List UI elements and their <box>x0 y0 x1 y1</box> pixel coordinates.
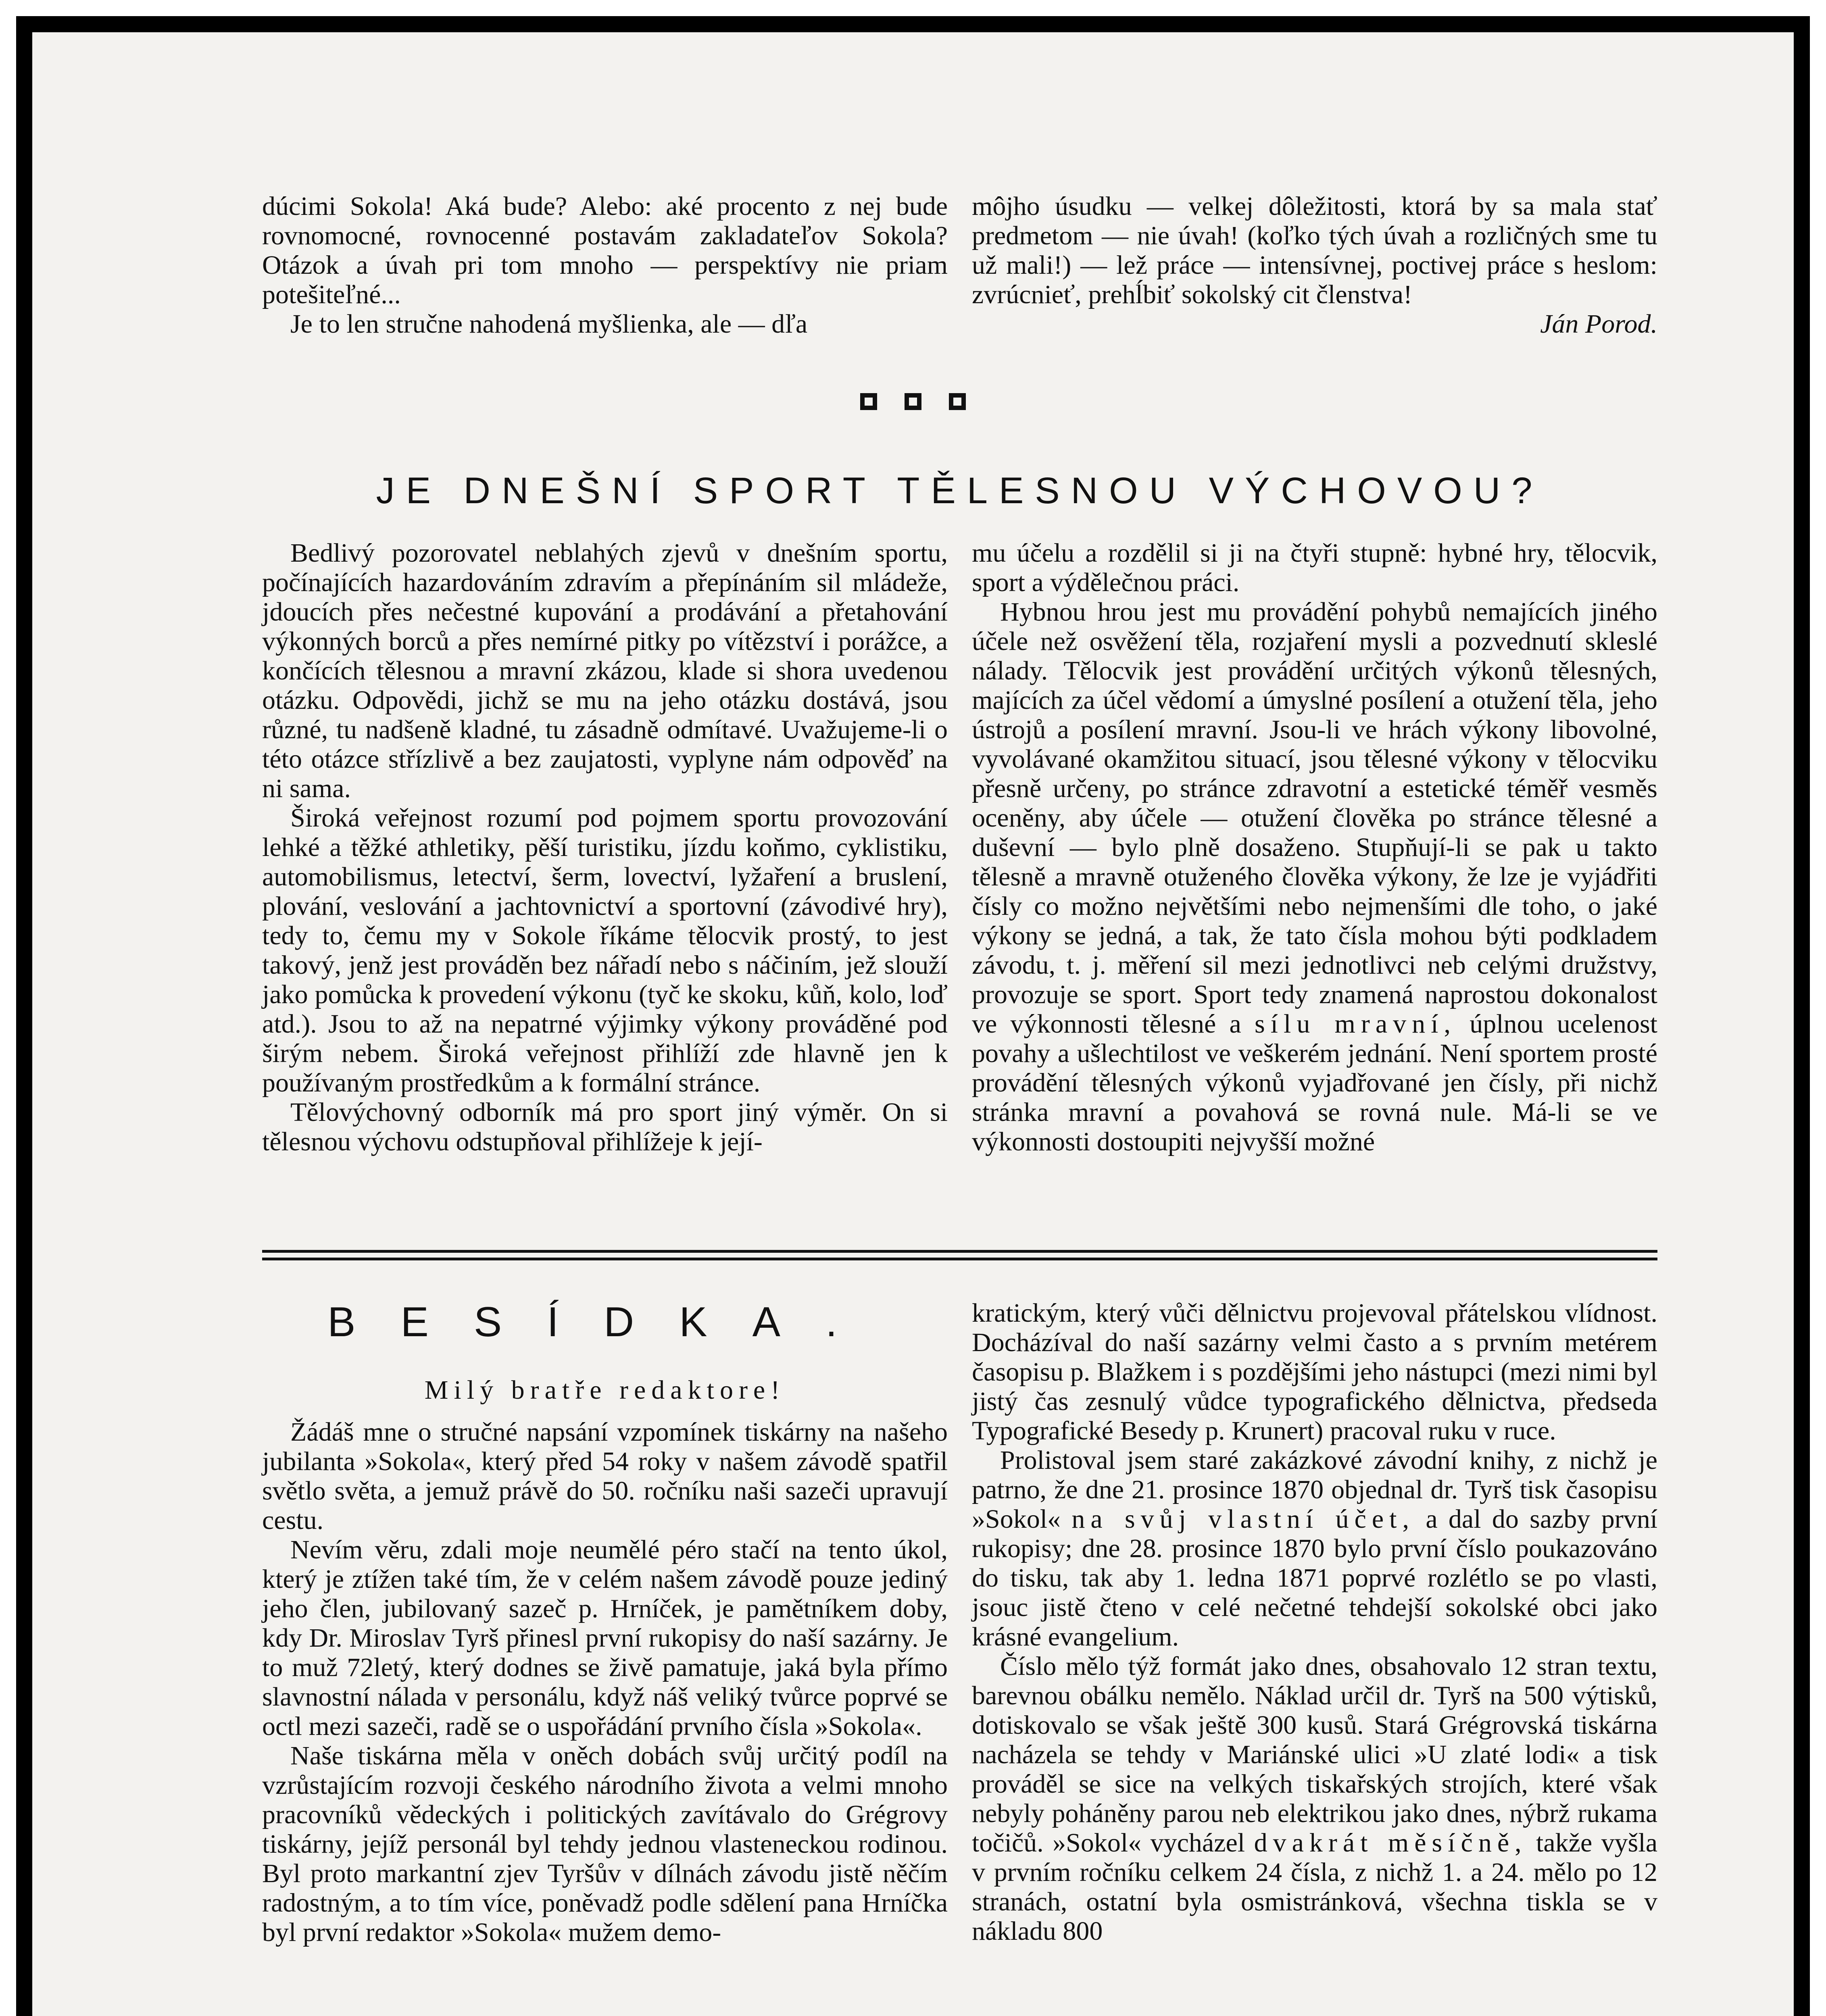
sport-paragraph: mu účelu a rozdělil si ji na čtyři stupně: hybné hry, tělocvik, sport a výdělečnou práci. <box>972 538 1657 597</box>
besidka-paragraph: Naše tiskárna měla v oněch dobách svůj určitý podíl na vzrůstajícím rozvoji českého národního života a velmi mnoho pracovníků vědeckých i politických zavítávalo do Grégrovy tiskárny, jejíž personál byl tehdy jednou vlasteneckou rodinou. Byl proto markantní zjev Tyršův v dílnách závodu jistě něčím radostným, a to tím více, poněvadž podle sdělení pana Hrníčka byl první redaktor »Sokola« mužem demo- <box>262 1741 948 1947</box>
besidka-text: takže vyšla v prvním ročníku celkem 24 čísla, z nichž 1. a 24. mělo po 12 stranách, ostatní byla osmistránková, všechna tiskla se v nákladu 800 <box>972 1828 1657 1946</box>
prev-article-paragraph: Je to len stručne nahodená myšlienka, ale — dľa <box>290 309 808 339</box>
three-squares-icon <box>32 393 1794 412</box>
emphasis-spaced: dvakrát měsíčně, <box>1254 1828 1527 1858</box>
sport-article-left-column <box>262 538 948 1156</box>
besidka-paragraph: Žádáš mne o stručné napsání vzpomínek tiskárny na našeho jubilanta »Sokola«, který před 54 roky v našem závodě spatřil světlo světa, a jemuž právě do 50. ročníku naši sazeči upravují cestu. <box>262 1417 948 1535</box>
prev-article-right-column <box>972 192 1657 339</box>
besidka-right-column <box>972 1298 1657 1946</box>
besidka-text: Prolistoval jsem staré zakázkové závodní knihy, z nichž je patrno, že dne 21. prosince 1870 objednal dr. Tyrš tisk časopisu »Sokol« <box>972 1445 1657 1534</box>
sport-article-title: JE DNEŠNÍ SPORT TĚLESNOU VÝCHOVOU? <box>376 470 1544 511</box>
sport-paragraph <box>972 597 1657 1156</box>
sport-paragraph: Tělovýchovný odborník má pro sport jiný výměr. On si tělesnou výchovu odstupňoval přihlížeje k její- <box>262 1098 948 1156</box>
besidka-paragraph <box>972 1652 1657 1946</box>
section-divider <box>262 1250 1657 1260</box>
sport-text: úplnou ucelenost povahy a ušlechtilost ve veškerém jednání. Není sportem prosté provádění tělesných výkonů vyjadřované jen čísly, při nichž stránka mravní a povahová se rovná nule. Má-li se ve výkonnosti dostoupiti nejvyšší možné <box>972 1009 1657 1156</box>
emphasis-spaced: sílu mravní, <box>1255 1009 1457 1039</box>
prev-article-paragraph: môjho úsudku — velkej dôležitosti, ktorá by sa mala stať predmetom — nie úvah! (koľko tých úvah a rozličných sme tu už mali!) — lež práce — intensívnej, poctivej práce s heslom: zvrúcnieť, prehĺbiť sokolský cit členstva! <box>972 192 1657 309</box>
besidka-left-column <box>262 1417 948 1947</box>
besidka-paragraph: kratickým, který vůči dělnictvu projevoval přátelskou vlídnost. Docházíval do naší sazárny velmi často a s prvním metérem časopisu p. Blažkem i s pozdějšími jeho nástupci (mezi nimi byl jistý čas zesnulý vůdce typografického dělnictva, předseda Typografické Besedy p. Krunert) pracoval ruku v ruce. <box>972 1298 1657 1445</box>
page-scan <box>16 16 1810 2016</box>
emphasis-spaced: na svůj vlastní účet, <box>1071 1504 1415 1534</box>
besidka-text: a dal do sazby první rukopisy; dne 28. prosince 1870 bylo první číslo poukazováno do tisku, tak aby 1. ledna 1871 poprvé rozlétlo se po vlasti, jsouc jistě čteno v celé nečetné tehdejší sokolské obci jako krásné evangelium. <box>972 1504 1658 1652</box>
besidka-title: BESÍDKA. <box>327 1299 882 1345</box>
besidka-paragraph <box>972 1445 1657 1652</box>
sport-paragraph: Bedlivý pozorovatel neblahých zjevů v dnešním sportu, počínajících hazardováním zdravím a přepínáním sil mládeže, jdoucích přes nečestné kupování a prodávání a přetahování výkonných borců a přes nemírné pitky po vítězství i porážce, a končících tělesnou a mravní zkázou, klade si shora uvedenou otázku. Odpovědi, jichž se mu na jeho otázku dostává, jsou různé, tu nadšeně kladné, tu zásadně odmítavé. Uvažujeme-li o této otázce střízlivě a bez zaujatosti, vyplyne nám odpověď na ni sama. <box>262 538 948 803</box>
sport-paragraph: Široká veřejnost rozumí pod pojmem sportu provozování lehké a těžké athletiky, pěší turistiku, jízdu koňmo, cyklistiku, automobilismus, letectví, šerm, lovectví, lyžaření a bruslení, plování, veslování a jachtovnictví a sportovní (závodivé hry), tedy to, čemu my v Sokole říkáme tělocvik prostý, to jest takový, jenž jest prováděn bez nářadí nebo s náčiním, jež slouží jako pomůcka k provedení výkonu (tyč ke skoku, kůň, kolo, loď atd.). Jsou to až na nepatrné výjimky výkony prováděné pod širým nebem. Široká veřejnost přihlíží zde hlavně jen k používaným prostředkům a k formální stránce. <box>262 803 948 1098</box>
prev-article-left-column <box>262 192 948 339</box>
sport-article-right-column <box>972 538 1657 1156</box>
besidka-salutation: Milý bratře redaktore! <box>424 1375 786 1405</box>
author-signature: Ján Porod. <box>1540 309 1657 339</box>
sport-text: Hybnou hrou jest mu provádění pohybů nemajících jiného účele než osvěžení těla, rozjaření mysli a pozvednutí skleslé nálady. Tělocvik jest provádění určitých výkonů tělesných, majících za účel vědomí a úmyslné posílení a otužení těla, jeho ústrojů a posílení mravní. Jsou-li ve hrách výkony libovolné, vyvolávané okamžitou situací, jsou tělesné výkony v tělocviku přesně určeny, po stránce zdravotní a estetické téměř vesměs oceněny, aby účele — otužení člověka po stránce tělesné a duševní — bylo plně dosaženo. Stupňují-li se pak u takto tělesně a mravně otuženého člověka výkony, že lze je vyjádřiti čísly co možno největšími nebo nejmenšími dle toho, o jaké výkony se jedná, a tak, že tato čísla mohou býti podkladem závodu, t. j. měření sil mezi jednotlivci neb celými družstvy, provozuje se sport. Sport tedy znamená naprostou dokonalost ve výkonnosti tělesné a <box>972 597 1657 1039</box>
besidka-paragraph: Nevím věru, zdali moje neumělé péro stačí na tento úkol, který je ztížen také tím, že v celém našem závodě pouze jediný jeho člen, jubilovaný sazeč p. Hrníček, je pamětníkem doby, kdy Dr. Miroslav Tyrš přinesl první rukopisy do naší sazárny. Je to muž 72letý, který dodnes se živě pamatuje, jaká byla přímo slavnostní nálada v personálu, když náš veliký tvůrce poprvé se octl mezi sazeči, radě se o uspořádání prvního čísla »Sokola«. <box>262 1535 948 1741</box>
besidka-text: Číslo mělo týž formát jako dnes, obsahovalo 12 stran textu, barevnou obálku nemělo. Náklad určil dr. Tyrš na 500 výtisků, dotiskovalo se však ještě 300 kusů. Stará Grégrovská tiskárna nacházela se tehdy v Mariánské ulici »U zlaté lodi« a tisk prováděl se sice na velkých tiskařských strojích, které však nebyly poháněny parou neb elektrikou jako dnes, nýbrž rukama točičů. »Sokol« vycházel <box>972 1652 1657 1858</box>
prev-article-paragraph: dúcimi Sokola! Aká bude? Alebo: aké procento z nej bude rovnomocné, rovnocenné postavám zakladateľov Sokola? Otázok a úvah pri tom mnoho — perspektívy nie priam potešiteľné... <box>262 192 948 309</box>
